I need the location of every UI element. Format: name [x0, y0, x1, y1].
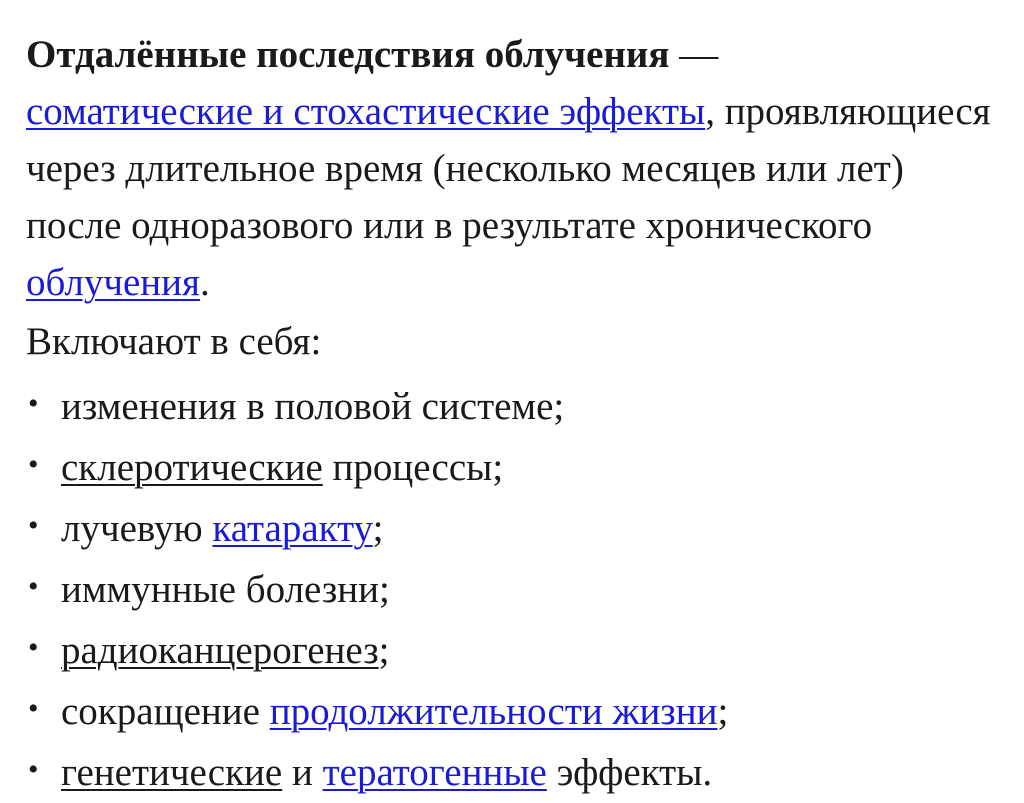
item-text: сокращение	[61, 690, 270, 733]
cataract-link[interactable]: катаракту	[212, 507, 373, 550]
list-item	[26, 742, 994, 803]
somatic-stochastic-effects-link[interactable]: соматические и стохастические эффекты	[26, 90, 706, 133]
bullet-icon: •	[28, 570, 39, 603]
bullet-icon: •	[28, 448, 39, 481]
definition-term: Отдалённые последствия облучения	[26, 33, 670, 76]
item-text: процессы;	[322, 446, 504, 489]
item-text: ;	[717, 690, 729, 733]
bullet-icon: •	[28, 631, 39, 664]
item-text: ;	[372, 507, 384, 550]
bullet-icon: •	[28, 692, 39, 725]
item-text: и	[282, 751, 323, 794]
list-item	[26, 620, 994, 681]
item-text: эффекты.	[546, 751, 713, 794]
bullet-icon: •	[28, 509, 39, 542]
list-item	[26, 498, 994, 559]
item-underlined-term: радиоканцерогенез	[61, 629, 379, 672]
definition-text: , проявляющиеся через длительное время (несколько месяцев или лет) после одноразового или в результате хронического	[26, 90, 991, 247]
item-text: ;	[378, 629, 390, 672]
effects-list	[26, 376, 994, 803]
definition-paragraph	[26, 26, 994, 311]
bullet-icon: •	[28, 387, 39, 420]
includes-heading: Включают в себя:	[26, 320, 322, 363]
item-underlined-term: генетические	[61, 751, 283, 794]
list-item	[26, 681, 994, 742]
item-text: иммунные болезни;	[61, 568, 390, 611]
teratogenic-link[interactable]: тератогенные	[322, 751, 547, 794]
irradiation-link[interactable]: облучения	[26, 261, 200, 304]
list-item	[26, 437, 994, 498]
item-text: лучевую	[61, 507, 213, 550]
definition-dash: —	[669, 33, 719, 76]
bullet-icon: •	[28, 753, 39, 786]
list-item	[26, 559, 994, 620]
life-expectancy-link[interactable]: продолжительности жизни	[269, 690, 718, 733]
item-underlined-term: склеротические	[61, 446, 323, 489]
item-text: изменения в половой системе;	[61, 385, 565, 428]
definition-period: .	[199, 261, 210, 304]
list-item	[26, 376, 994, 437]
